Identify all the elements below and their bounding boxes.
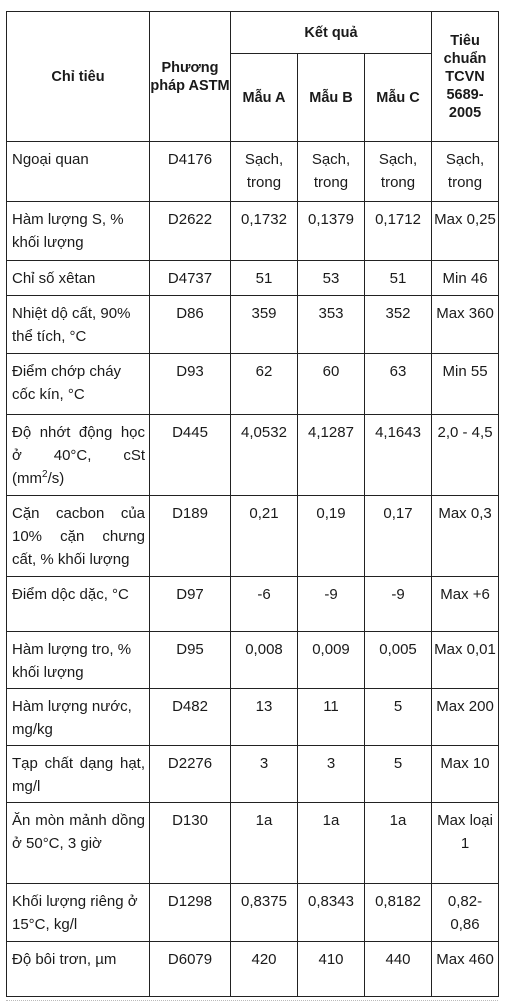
sample-b-cell: 0,009 (298, 632, 365, 689)
method-cell: D4176 (150, 142, 231, 202)
sample-c-cell: 5 (365, 746, 432, 803)
table-row (7, 415, 499, 496)
sample-c-cell: 440 (365, 942, 432, 997)
sample-c-cell: Sạch, trong (365, 142, 432, 202)
table-row (7, 884, 499, 942)
method-cell: D95 (150, 632, 231, 689)
indicator-cell: Điểm dộc dặc, °C (7, 577, 150, 632)
standard-cell: 0,82- 0,86 (432, 884, 499, 942)
superscript: 2 (42, 469, 48, 480)
sample-b-cell: 60 (298, 354, 365, 415)
method-cell: D482 (150, 689, 231, 746)
sample-a-cell: 359 (231, 296, 298, 354)
method-cell: D445 (150, 415, 231, 496)
table-row (7, 296, 499, 354)
sample-b-cell: 0,8343 (298, 884, 365, 942)
indicator-cell: Hàm lượng nước, mg/kg (7, 689, 150, 746)
sample-a-cell: 0,1732 (231, 202, 298, 261)
header-results: Kết quả (231, 12, 432, 54)
sample-c-cell: -9 (365, 577, 432, 632)
sample-b-cell: 410 (298, 942, 365, 997)
sample-c-cell: 63 (365, 354, 432, 415)
sample-b-cell: 0,1379 (298, 202, 365, 261)
table-row (7, 803, 499, 884)
sample-a-cell: 0,21 (231, 496, 298, 577)
sample-c-cell: 1a (365, 803, 432, 884)
indicator-cell: Hàm lượng tro, % khối lượng (7, 632, 150, 689)
method-cell: D4737 (150, 261, 231, 296)
sample-a-cell: 420 (231, 942, 298, 997)
indicator-cell: Độ bôi trơn, µm (7, 942, 150, 997)
sample-c-cell: 352 (365, 296, 432, 354)
standard-cell: Sạch, trong (432, 142, 499, 202)
sample-c-cell: 51 (365, 261, 432, 296)
indicator-text-end: /s) (47, 470, 65, 487)
indicator-cell: Tạp chất dạng hạt, mg/l (7, 746, 150, 803)
method-cell: D189 (150, 496, 231, 577)
sample-a-cell: 62 (231, 354, 298, 415)
header-method: Phương pháp ASTM (150, 12, 231, 142)
sample-c-cell: 0,1712 (365, 202, 432, 261)
standard-cell: Max loại 1 (432, 803, 499, 884)
sample-a-cell: Sạch, trong (231, 142, 298, 202)
header-standard: Tiêu chuẩn TCVN 5689-2005 (432, 12, 499, 142)
standard-cell: Max +6 (432, 577, 499, 632)
method-cell: D97 (150, 577, 231, 632)
sample-c-cell: 0,005 (365, 632, 432, 689)
sample-b-cell: 3 (298, 746, 365, 803)
standard-cell: Max 200 (432, 689, 499, 746)
table-row (7, 202, 499, 261)
table-row (7, 942, 499, 997)
standard-cell: Max 0,3 (432, 496, 499, 577)
table-row (7, 142, 499, 202)
table-row (7, 577, 499, 632)
sample-c-cell: 5 (365, 689, 432, 746)
standard-cell: Max 360 (432, 296, 499, 354)
indicator-cell: Chỉ số xêtan (7, 261, 150, 296)
standard-cell: Max 10 (432, 746, 499, 803)
indicator-cell: Nhiệt dộ cất, 90% thể tích, °C (7, 296, 150, 354)
sample-b-cell: 353 (298, 296, 365, 354)
sample-a-cell: 4,0532 (231, 415, 298, 496)
header-sample-b: Mẫu B (298, 54, 365, 142)
table-row (7, 261, 499, 296)
table-row (7, 496, 499, 577)
standard-cell: Min 46 (432, 261, 499, 296)
indicator-text: Độ nhớt động học ở 40°C, cSt (mm (12, 424, 145, 487)
sample-a-cell: 0,8375 (231, 884, 298, 942)
sample-b-cell: -9 (298, 577, 365, 632)
sample-b-cell: 11 (298, 689, 365, 746)
method-cell: D1298 (150, 884, 231, 942)
standard-cell: 2,0 - 4,5 (432, 415, 499, 496)
table-row (7, 689, 499, 746)
indicator-cell: Khối lượng riêng ở 15°C, kg/l (7, 884, 150, 942)
page-bottom-divider (6, 1000, 498, 1001)
sample-a-cell: 13 (231, 689, 298, 746)
sample-b-cell: Sạch, trong (298, 142, 365, 202)
indicator-cell: Ăn mòn mảnh dồng ở 50°C, 3 giờ (7, 803, 150, 884)
indicator-cell: Ngoại quan (7, 142, 150, 202)
sample-a-cell: 0,008 (231, 632, 298, 689)
indicator-cell (7, 415, 150, 496)
standard-cell: Min 55 (432, 354, 499, 415)
sample-b-cell: 4,1287 (298, 415, 365, 496)
method-cell: D130 (150, 803, 231, 884)
sample-c-cell: 0,17 (365, 496, 432, 577)
sample-a-cell: 51 (231, 261, 298, 296)
sample-b-cell: 53 (298, 261, 365, 296)
sample-a-cell: -6 (231, 577, 298, 632)
sample-b-cell: 0,19 (298, 496, 365, 577)
table-row (7, 354, 499, 415)
method-cell: D2276 (150, 746, 231, 803)
sample-c-cell: 0,8182 (365, 884, 432, 942)
method-cell: D6079 (150, 942, 231, 997)
method-cell: D86 (150, 296, 231, 354)
table-row (7, 632, 499, 689)
indicator-cell: Hàm lượng S, % khối lượng (7, 202, 150, 261)
method-cell: D93 (150, 354, 231, 415)
standard-cell: Max 460 (432, 942, 499, 997)
table-row (7, 746, 499, 803)
header-indicator: Chỉ tiêu (7, 12, 150, 142)
header-sample-a: Mẫu A (231, 54, 298, 142)
indicator-cell: Cặn cacbon của 10% cặn chưng cất, % khối lượng (7, 496, 150, 577)
sample-c-cell: 4,1643 (365, 415, 432, 496)
header-sample-c: Mẫu C (365, 54, 432, 142)
standard-cell: Max 0,25 (432, 202, 499, 261)
method-cell: D2622 (150, 202, 231, 261)
standard-cell: Max 0,01 (432, 632, 499, 689)
sample-a-cell: 3 (231, 746, 298, 803)
sample-b-cell: 1a (298, 803, 365, 884)
indicator-cell: Điểm chớp cháy cốc kín, °C (7, 354, 150, 415)
specification-table (6, 11, 499, 997)
sample-a-cell: 1a (231, 803, 298, 884)
